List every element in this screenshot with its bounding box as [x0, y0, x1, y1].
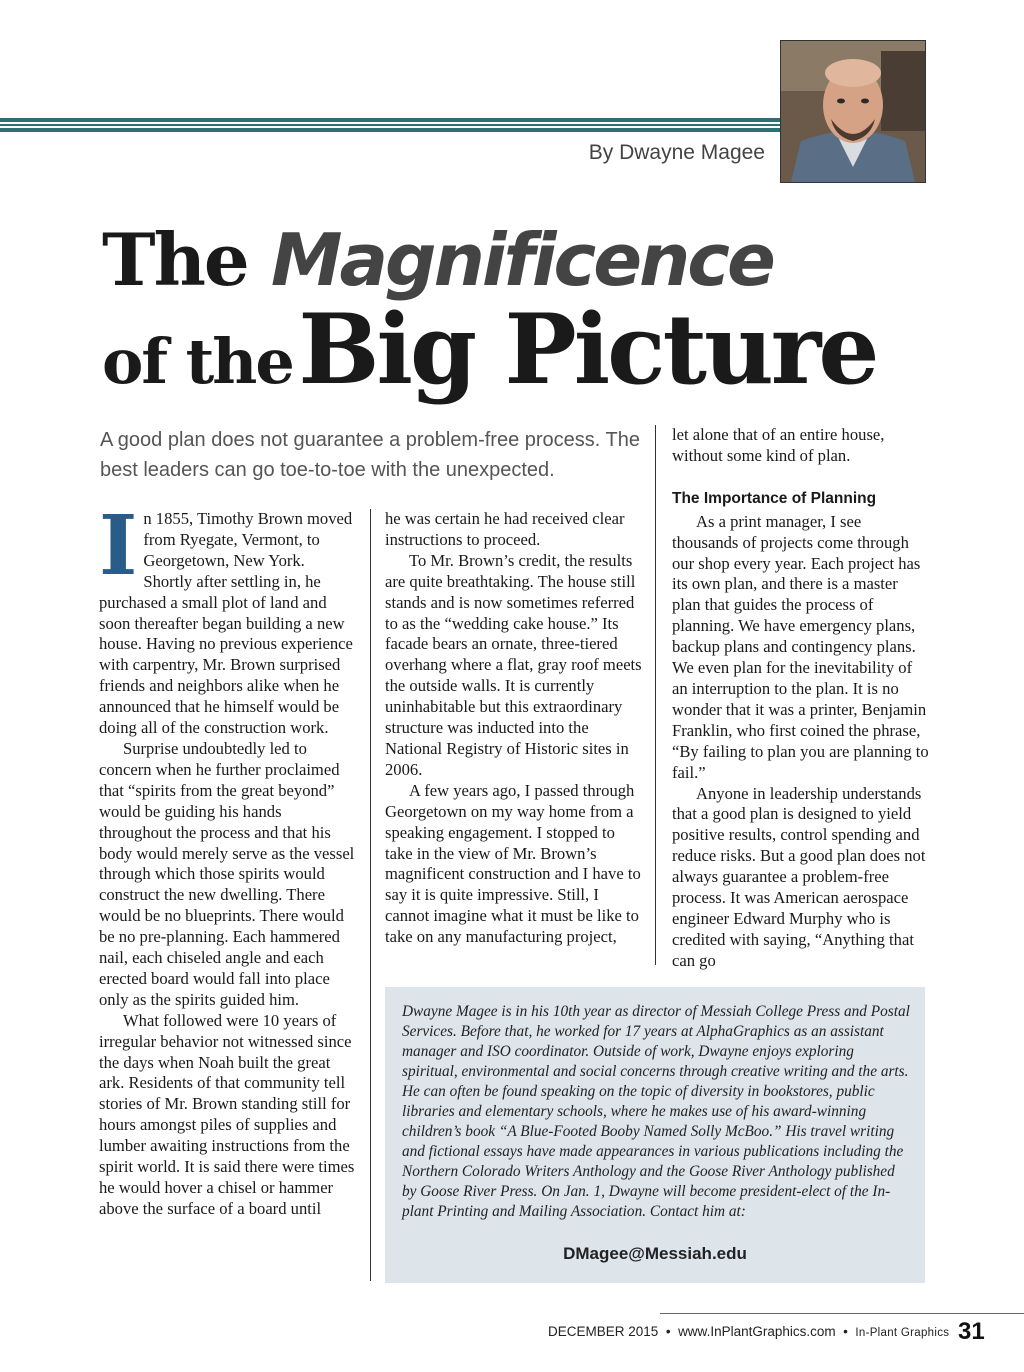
page-number: 31 [958, 1318, 985, 1345]
header-rule-middle [0, 124, 780, 126]
footer-rule [660, 1313, 1024, 1314]
article-title [102, 217, 942, 406]
title-line-2 [102, 293, 942, 406]
paragraph: let alone that of an entire house, without some kind of plan. [672, 425, 885, 465]
paragraph: What followed were 10 years of irregular behavior not witnessed since the days when Noah built the great ark. Residents of that community tell stories of Mr. Brown standing still for hours amongst piles of supplies and lumber awaiting instructions from the spirit world. It is said there were times he would hover a chisel or hammer above the surface of a board until [99, 1010, 355, 1218]
footer-separator: • [843, 1324, 848, 1339]
title-word-magnificence: Magnificence [270, 218, 773, 302]
footer-separator: • [665, 1324, 671, 1339]
paragraph: he was certain he had received clear instructions to proceed. [385, 509, 625, 549]
author-bio-text: Dwayne Magee is in his 10th year as director of Messiah College Press and Postal Services. Before that, he worked for 17 years at AlphaGraphics as an assistant manager and ISO coordinator. Outside of work, Dwayne enjoys exploring spiritual, environmental and social concerns through creative writing and the arts. He can often be found speaking on the topic of diversity in bookstores, public libraries and elementary schools, where he makes use of his award-winning children’s book “A Blue-Footed Booby Named Solly McBoo.” His travel writing and fictional essays have made appearances in various publications including the Northern Colorado Writers Anthology and the Goose River Anthology published by Goose River Press. On Jan. 1, Dwayne will become president-elect of the In-plant Printing and Mailing Association. Contact him at: [402, 1003, 910, 1220]
paragraph: In 1855, Timothy Brown moved from Ryegate, Vermont, to Georgetown, New York. Shortly after settling in, he purchased a small plot of land and soon thereafter began building a new house. Having no previous experience with carpentry, Mr. Brown surprised friends and neighbors alike when he announced that he himself would be doing all of the construction work. [99, 498, 353, 738]
paragraph: Surprise undoubtedly led to concern when he further proclaimed that “spirits from the great beyond” would be guiding his hands throughout the process and that his body would merely serve as the vessel through which those spirits would construct the new dwelling. There would be no blueprints. There would be no pre-planning. Each hammered nail, each chiseled angle and each erected board would fall into place only as the spirits guided him. [99, 738, 355, 1009]
body-column-2 [385, 509, 643, 948]
paragraph: As a print manager, I see thousands of projects come through our shop every year. Each project has its own plan, and there is a master plan that guides the process of planning. We have emergency plans, backup plans and contingency plans. We even plan for the inevitability of an interruption to the plan. It is no wonder that it was a printer, Benjamin Franklin, who first coined the phrase, “By failing to plan you are planning to fail.” [672, 511, 929, 782]
body-column-1 [99, 498, 357, 1220]
byline: By Dwayne Magee [588, 141, 765, 164]
paragraph: Anyone in leadership understands that a good plan is designed to yield positive results, control spending and reduce risks. But a good plan does not always guarantee a problem-free process. It was American aerospace engineer Edward Murphy who is credited with saying, “Anything that can go [672, 783, 926, 970]
drop-cap: I [99, 498, 138, 594]
paragraph: To Mr. Brown’s credit, the results are quite breathtaking. The house still stands and is now sometimes referred to as the “wedding cake house.” Its facade bears an ornate, three-tiered overhang where a flat, gray roof meets the outside walls. It is currently uninhabitable but this extraordinary structure was inducted into the National Registry of Historic sites in 2006. [385, 550, 642, 779]
footer-url[interactable]: www.InPlantGraphics.com [678, 1324, 836, 1339]
author-photo [780, 40, 926, 183]
title-line-1 [102, 217, 942, 302]
column-divider-2 [655, 425, 656, 965]
column-divider-1 [370, 509, 371, 1281]
article-deck: A good plan does not guarantee a problem-free process. The best leaders can go toe-to-toe with the unexpected. [100, 429, 640, 481]
header-rule-top [0, 118, 780, 122]
title-word-of-the: of the [102, 325, 293, 398]
section-subhead: The Importance of Planning [672, 489, 877, 507]
paragraph: A few years ago, I passed through Georgetown on my way home from a speaking engagement. I stopped to take in the view of Mr. Brown’s magnificent construction and I have to say it is quite impressive. Still, I cannot imagine what it must be like to take on any manufacturing project, [385, 780, 641, 947]
author-email-link[interactable]: DMagee@Messiah.edu [563, 1244, 747, 1263]
footer-date: DECEMBER 2015 [548, 1324, 659, 1339]
title-word-big-picture: Big Picture [298, 293, 877, 406]
body-column-3 [672, 425, 930, 972]
footer-magazine-name: In-Plant Graphics [855, 1327, 950, 1339]
author-portrait-image [781, 41, 925, 182]
title-word-the: The [102, 217, 248, 302]
header-rule-bottom [0, 128, 780, 132]
page-footer [548, 1324, 948, 1339]
